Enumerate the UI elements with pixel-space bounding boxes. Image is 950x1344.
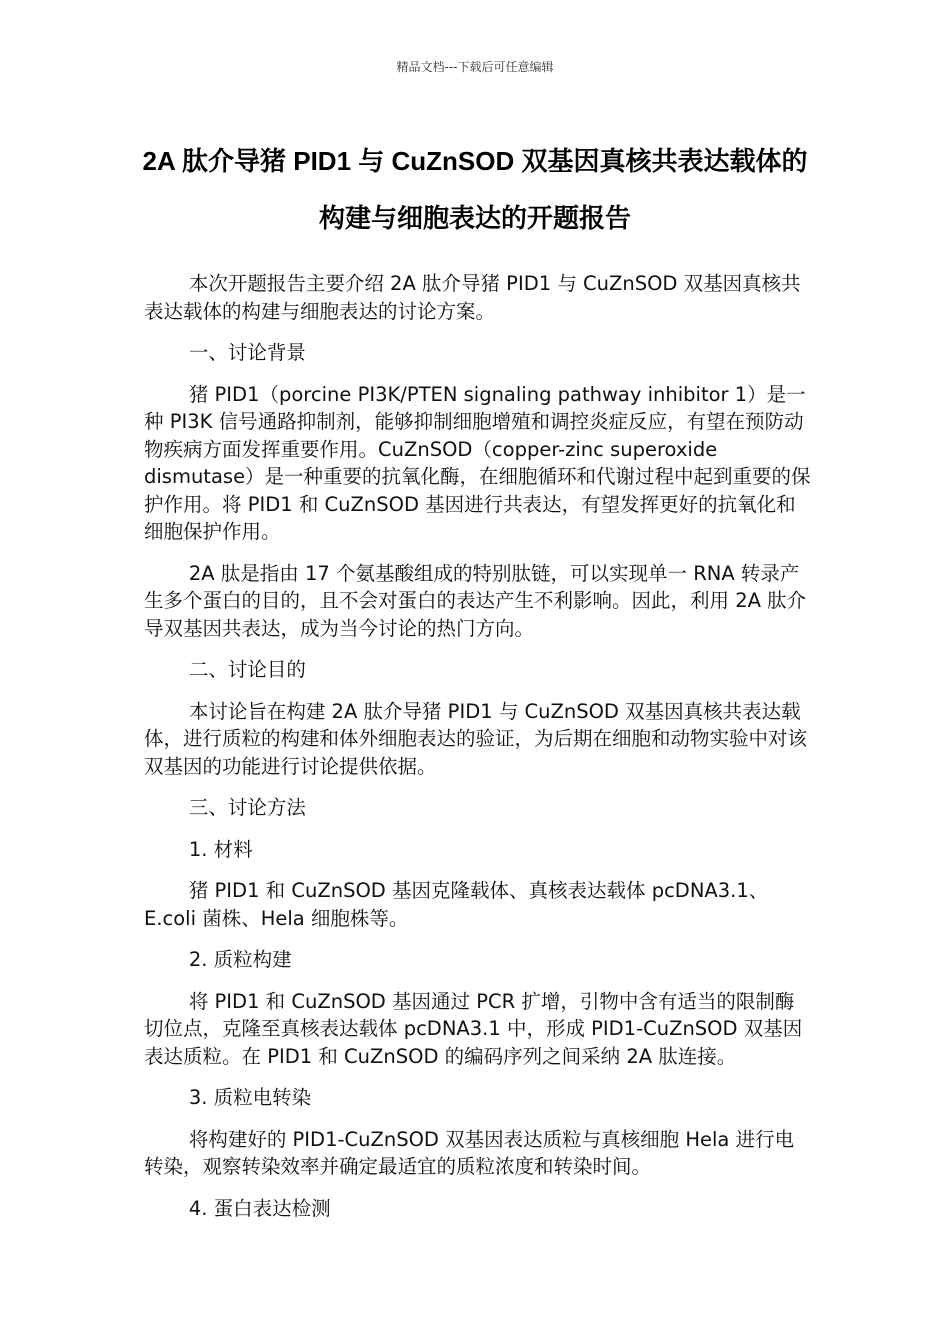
background-paragraph: 猪 PID1（porcine PI3K/PTEN signaling pathway inhibitor 1）是一种 PI3K 信号通路抑制剂，能够抑制细胞增殖和调控炎症反应，有望在预防动物疾病方面发挥重要作用。CuZnSOD（copper-zinc superoxide dismutase）是一种重要的抗氧化酶，在细胞循环和代谢过程中起到重要的保护作用。将 PID1 和 CuZnSOD 基因进行共表达，有望发挥更好的抗氧化和细胞保护作用。 (144, 382, 811, 543)
section-heading-background: 一、讨论背景 (188, 341, 306, 364)
plasmid-construction-paragraph: 将 PID1 和 CuZnSOD 基因通过 PCR 扩增，引物中含有适当的限制酶切位点，克隆至真核表达载体 pcDNA3.1 中，形成 PID1-CuZnSOD 双基因表达质粒。在 PID1 和 CuZnSOD 的编码序列之间采纳 2A 肽连接。 (144, 989, 803, 1068)
header-note: 精品文档---下载后可任意编辑 (396, 60, 554, 74)
section-heading-methods: 三、讨论方法 (188, 796, 306, 819)
subheading-plasmid-construction: 2. 质粒构建 (188, 948, 292, 971)
document-body (144, 270, 812, 1236)
intro-paragraph: 本次开题报告主要介绍 2A 肽介导猪 PID1 与 CuZnSOD 双基因真核共表达载体的构建与细胞表达的讨论方案。 (144, 272, 801, 323)
subheading-materials: 1. 材料 (188, 837, 253, 861)
subheading-protein-detection: 4. 蛋白表达检测 (188, 1196, 331, 1220)
peptide-paragraph: 2A 肽是指由 17 个氨基酸组成的特别肽链，可以实现单一 RNA 转录产生多个蛋白的目的，且不会对蛋白的表达产生不利影响。因此，利用 2A 肽介导双基因共表达，成为当今讨论的热门方向。 (144, 561, 807, 640)
document-title: 2A 肽介导猪 PID1 与 CuZnSOD 双基因真核共表达载体的构建与细胞表达的开题报告 (142, 146, 808, 233)
purpose-paragraph: 本讨论旨在构建 2A 肽介导猪 PID1 与 CuZnSOD 双基因真核共表达载体，进行质粒的构建和体外细胞表达的验证，为后期在细胞和动物实验中对该双基因的功能进行讨论提供依据。 (144, 699, 808, 778)
materials-paragraph: 猪 PID1 和 CuZnSOD 基因克隆载体、真核表达载体 pcDNA3.1、E.coli 菌株、Hela 细胞株等。 (144, 879, 769, 930)
section-heading-purpose: 二、讨论目的 (188, 658, 306, 681)
subheading-electroporation: 3. 质粒电转染 (188, 1086, 312, 1109)
electroporation-paragraph: 将构建好的 PID1-CuZnSOD 双基因表达质粒与真核细胞 Hela 进行电转染，观察转染效率并确定最适宜的质粒浓度和转染时间。 (144, 1127, 795, 1178)
